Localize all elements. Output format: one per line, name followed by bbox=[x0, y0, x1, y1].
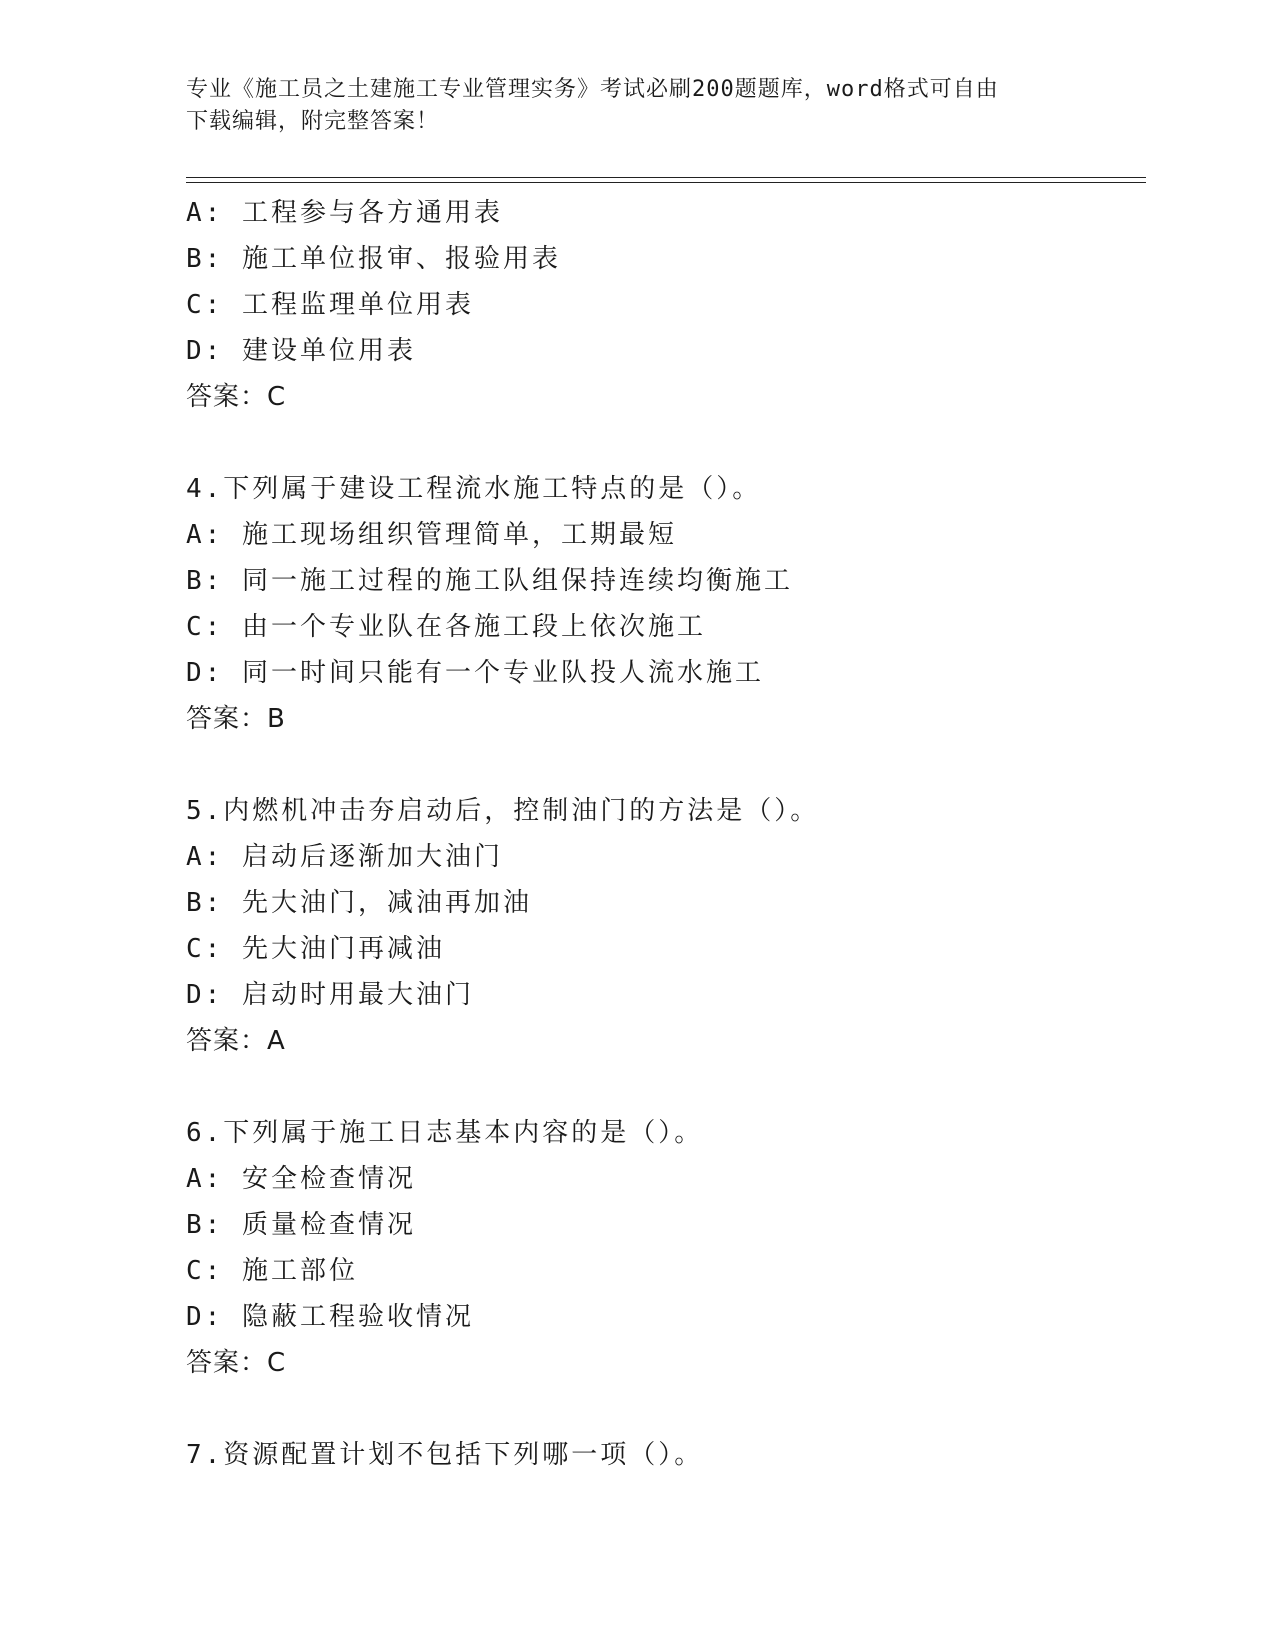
header-divider-top bbox=[186, 177, 1146, 178]
header-line-2: 下载编辑，附完整答案！ bbox=[186, 109, 440, 134]
option-d: D: 建设单位用表 bbox=[186, 336, 416, 366]
option-b: B: 同一施工过程的施工队组保持连续均衡施工 bbox=[186, 566, 793, 596]
question-block-3 bbox=[186, 190, 1146, 420]
question-list bbox=[186, 190, 1146, 1478]
answer-line: 答案：C bbox=[186, 1348, 287, 1378]
option-d: D: 同一时间只能有一个专业队投人流水施工 bbox=[186, 658, 764, 688]
question-block-6 bbox=[186, 1110, 1146, 1386]
question-text: 4.下列属于建设工程流水施工特点的是（）。 bbox=[186, 474, 762, 504]
question-text: 7.资源配置计划不包括下列哪一项（）。 bbox=[186, 1440, 704, 1470]
option-a: A: 施工现场组织管理简单，工期最短 bbox=[186, 520, 677, 550]
answer-line: 答案：A bbox=[186, 1026, 286, 1056]
option-c: C: 施工部位 bbox=[186, 1256, 358, 1286]
spacer bbox=[186, 1386, 1146, 1432]
option-a: A: 工程参与各方通用表 bbox=[186, 198, 503, 228]
document-header bbox=[186, 74, 1066, 138]
spacer bbox=[186, 742, 1146, 788]
question-text: 6.下列属于施工日志基本内容的是（）。 bbox=[186, 1118, 704, 1148]
spacer bbox=[186, 420, 1146, 466]
option-d: D: 隐蔽工程验收情况 bbox=[186, 1302, 474, 1332]
option-c: C: 先大油门再减油 bbox=[186, 934, 445, 964]
option-c: C: 工程监理单位用表 bbox=[186, 290, 474, 320]
option-a: A: 安全检查情况 bbox=[186, 1164, 416, 1194]
question-text: 5.内燃机冲击夯启动后，控制油门的方法是（）。 bbox=[186, 796, 820, 826]
answer-line: 答案：C bbox=[186, 382, 287, 412]
header-line-1: 专业《施工员之土建施工专业管理实务》考试必刷200题题库，word格式可自由 bbox=[186, 77, 999, 102]
header-divider-bottom bbox=[186, 182, 1146, 183]
question-block-4 bbox=[186, 466, 1146, 742]
option-c: C: 由一个专业队在各施工段上依次施工 bbox=[186, 612, 706, 642]
option-b: B: 施工单位报审、报验用表 bbox=[186, 244, 561, 274]
question-block-5 bbox=[186, 788, 1146, 1064]
question-block-7 bbox=[186, 1432, 1146, 1478]
option-b: B: 质量检查情况 bbox=[186, 1210, 416, 1240]
option-b: B: 先大油门，减油再加油 bbox=[186, 888, 532, 918]
option-a: A: 启动后逐渐加大油门 bbox=[186, 842, 503, 872]
spacer bbox=[186, 1064, 1146, 1110]
option-d: D: 启动时用最大油门 bbox=[186, 980, 474, 1010]
answer-line: 答案：B bbox=[186, 704, 286, 734]
